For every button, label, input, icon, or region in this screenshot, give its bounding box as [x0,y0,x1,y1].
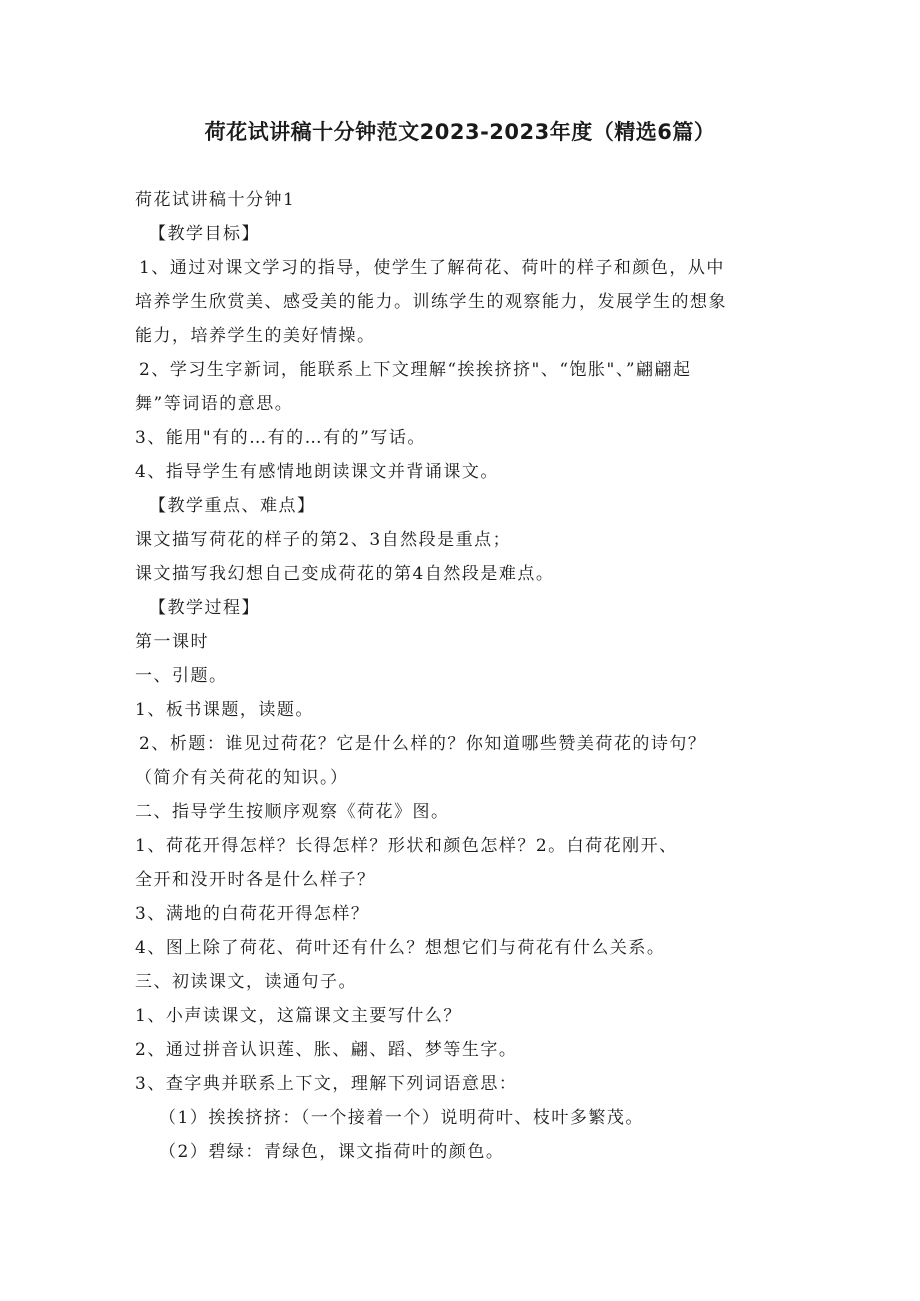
paragraph-line: （2）碧绿：青绿色，课文指荷叶的颜色。 [159,1142,505,1162]
paragraph-line: 2、析题：谁见过荷花？它是什么样的？你知道哪些赞美荷花的诗句？ [139,734,707,754]
paragraph-line: 课文描写荷花的样子的第2、3自然段是重点； [135,530,512,550]
paragraph-line: 3、查字典并联系上下文，理解下列词语意思： [135,1074,518,1094]
paragraph-line: 三、初读课文，读通句子。 [135,972,357,992]
paragraph-line: 一、引题。 [135,666,228,686]
subheading-teaching-goals: 【教学目标】 [149,224,260,244]
paragraph-line: 1、通过对课文学习的指导，使学生了解荷花、荷叶的样子和颜色，从中 [139,258,725,278]
paragraph-line: 全开和没开时各是什么样子？ [135,870,376,890]
subheading-teaching-process: 【教学过程】 [149,598,260,618]
paragraph-line: 4、图上除了荷花、荷叶还有什么？想想它们与荷花有什么关系。 [135,938,666,958]
paragraph-line: 3、满地的白荷花开得怎样？ [135,904,370,924]
paragraph-line: 1、板书课题，读题。 [135,700,314,720]
paragraph-line: 能力，培养学生的美好情操。 [135,326,376,346]
document-body [135,183,785,1169]
paragraph-line: 培养学生欣赏美、感受美的能力。训练学生的观察能力，发展学生的想象 [135,292,727,312]
paragraph-line: 1、荷花开得怎样？长得怎样？形状和颜色怎样？2。白荷花刚开、 [135,836,678,856]
section-heading: 荷花试讲稿十分钟1 [135,190,296,210]
paragraph-line: 舞”等词语的意思。 [135,394,294,414]
paragraph-line: 3、能用"有的…有的…有的”写话。 [135,428,426,448]
paragraph-line: 课文描写我幻想自己变成荷花的第4自然段是难点。 [135,564,555,584]
paragraph-line: （简介有关荷花的知识。） [135,768,349,788]
subheading-key-points: 【教学重点、难点】 [149,496,316,516]
paragraph-line: 二、指导学生按顺序观察《荷花》图。 [135,802,450,822]
paragraph-line: 第一课时 [135,632,209,652]
paragraph-line: 4、指导学生有感情地朗读课文并背诵课文。 [135,462,499,482]
paragraph-line: 2、学习生字新词，能联系上下文理解“挨挨挤挤"、“饱胀"、”翩翩起 [139,360,692,380]
paragraph-line: （1）挨挨挤挤：（一个接着一个）说明荷叶、枝叶多繁茂。 [159,1108,644,1128]
paragraph-line: 2、通过拼音认识莲、胀、翩、蹈、梦等生字。 [135,1040,518,1060]
document-title: 荷花试讲稿十分钟范文2023-2023年度（精选6篇） [204,120,716,144]
paragraph-line: 1、小声读课文，这篇课文主要写什么？ [135,1006,462,1026]
